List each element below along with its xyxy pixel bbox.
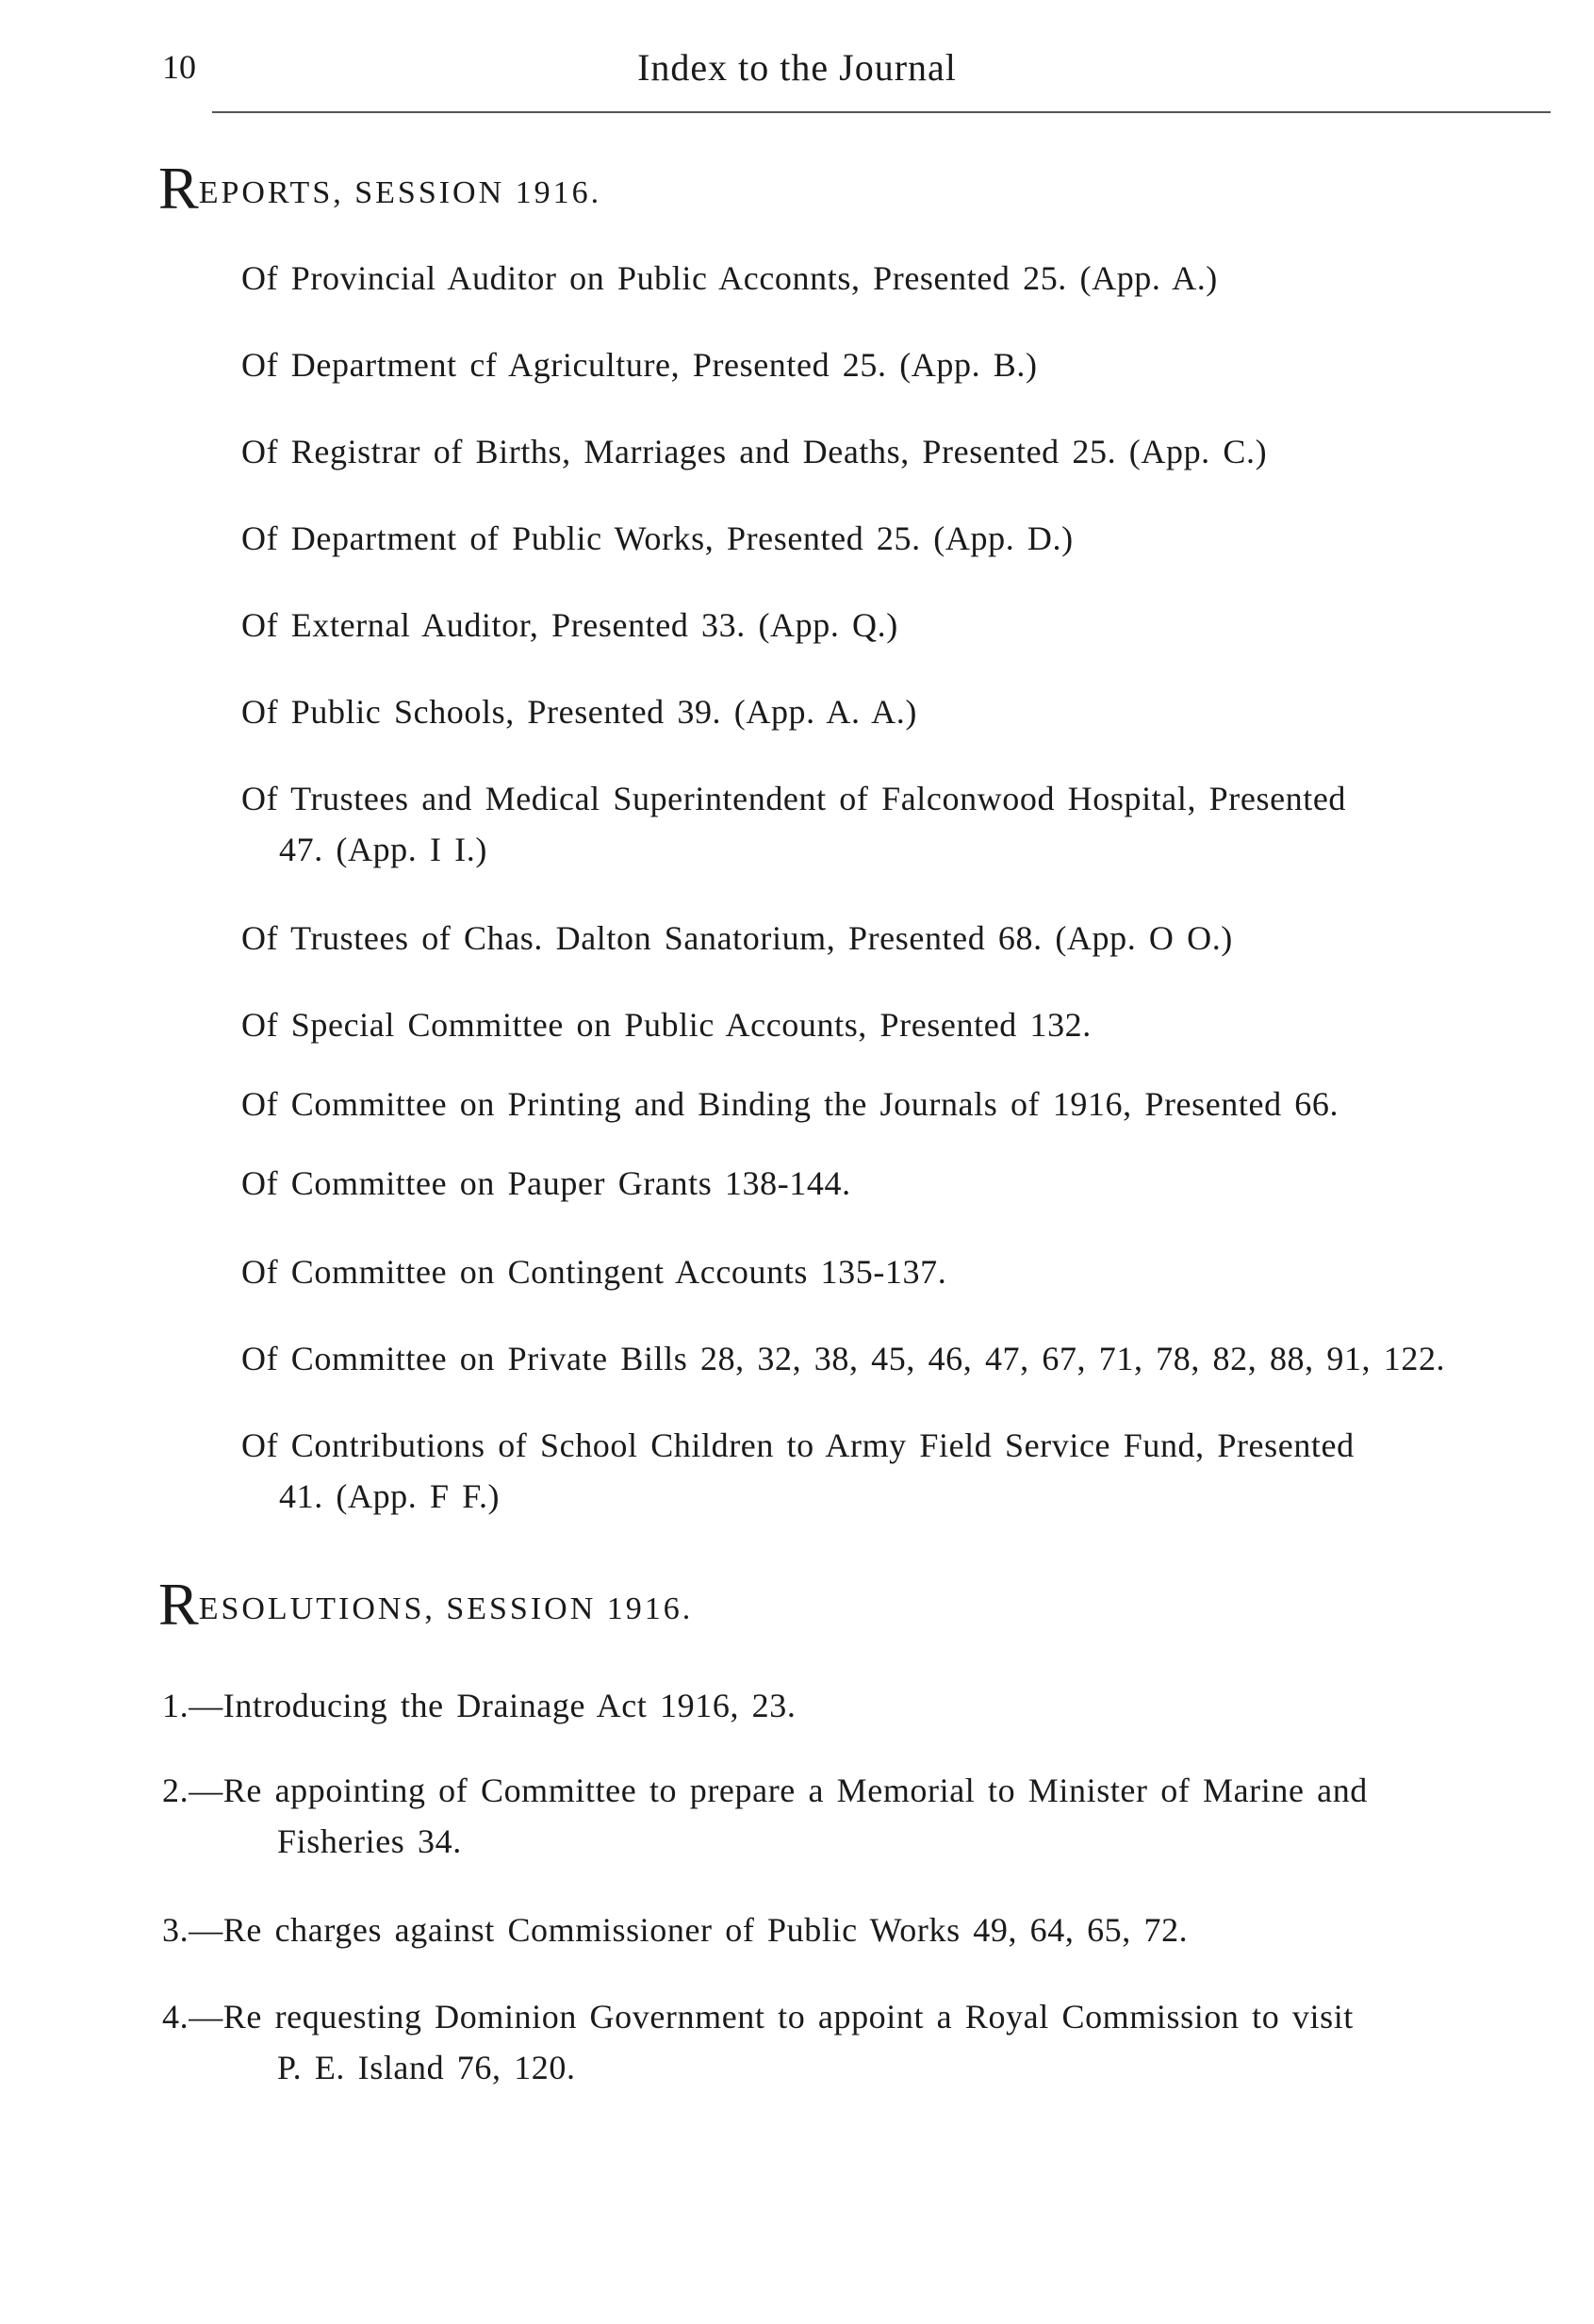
resolution-entry bbox=[162, 1904, 1576, 1955]
report-entry bbox=[241, 426, 1580, 477]
report-entry bbox=[241, 1333, 1580, 1384]
report-entry-text: Of Public Schools, Presented 39. (App. A. A.) bbox=[241, 693, 917, 731]
report-entry bbox=[241, 1420, 1580, 1522]
report-entry bbox=[241, 1158, 1580, 1209]
resolution-entry-text: 3.—Re charges against Commissioner of Public Works 49, 64, 65, 72. bbox=[162, 1911, 1189, 1949]
report-entry-text: Of Registrar of Births, Marriages and Deaths, Presented 25. (App. C.) bbox=[241, 433, 1268, 470]
report-entry bbox=[241, 1246, 1580, 1297]
resolution-entry bbox=[162, 1680, 1576, 1731]
running-title: Index to the Journal bbox=[637, 46, 957, 89]
report-entry bbox=[241, 253, 1580, 304]
resolution-entry bbox=[162, 1765, 1576, 1867]
resolution-entry-text: 1.—Introducing the Drainage Act 1916, 23. bbox=[162, 1687, 797, 1724]
reports-heading-text: EPORTS, SESSION 1916. bbox=[198, 175, 602, 210]
report-entry-text: Of External Auditor, Presented 33. (App. Q.) bbox=[241, 606, 898, 644]
resolution-entry-text: 2.—Re appointing of Committee to prepare a Memorial to Minister of Marine and bbox=[162, 1772, 1368, 1809]
report-entry-text: Of Department of Public Works, Presented 25. (App. D.) bbox=[241, 519, 1074, 557]
resolution-entry bbox=[162, 1991, 1576, 2093]
report-entry-text: Of Provincial Auditor on Public Acconnts, Presented 25. (App. A.) bbox=[241, 259, 1218, 297]
reports-heading bbox=[158, 155, 602, 222]
resolutions-heading-initial: R bbox=[158, 1571, 199, 1638]
report-entry bbox=[241, 999, 1580, 1050]
report-entry-text: Of Committee on Printing and Binding the Journals of 1916, Presented 66. bbox=[241, 1085, 1339, 1123]
report-entry bbox=[241, 339, 1580, 390]
report-entry-continuation: 47. (App. I I.) bbox=[279, 831, 487, 868]
report-entry bbox=[241, 773, 1580, 875]
report-entry bbox=[241, 686, 1580, 737]
report-entry bbox=[241, 513, 1580, 564]
page-number: 10 bbox=[162, 48, 196, 86]
report-entry-text: Of Department cf Agriculture, Presented 25. (App. B.) bbox=[241, 346, 1038, 384]
report-entry-continuation: 41. (App. F F.) bbox=[279, 1477, 501, 1515]
report-entry-text: Of Contributions of School Children to Army Field Service Fund, Presented bbox=[241, 1426, 1355, 1464]
report-entry-text: Of Trustees and Medical Superintendent of Falconwood Hospital, Presented bbox=[241, 780, 1347, 817]
resolutions-heading bbox=[158, 1571, 694, 1638]
report-entry-text: Of Special Committee on Public Accounts, Presented 132. bbox=[241, 1006, 1092, 1044]
report-entry bbox=[241, 913, 1580, 964]
report-entry-text: Of Committee on Contingent Accounts 135-137. bbox=[241, 1253, 947, 1291]
resolution-entry-text: 4.—Re requesting Dominion Government to appoint a Royal Commission to visit bbox=[162, 1998, 1354, 2036]
report-entry-text: Of Committee on Pauper Grants 138-144. bbox=[241, 1164, 851, 1202]
resolutions-heading-text: ESOLUTIONS, SESSION 1916. bbox=[198, 1591, 694, 1626]
resolution-entry-continuation: Fisheries 34. bbox=[277, 1822, 462, 1860]
resolution-entry-continuation: P. E. Island 76, 120. bbox=[277, 2049, 576, 2086]
report-entry-text: Of Trustees of Chas. Dalton Sanatorium, Presented 68. (App. O O.) bbox=[241, 919, 1233, 957]
report-entry bbox=[241, 1079, 1580, 1129]
report-entry-text: Of Committee on Private Bills 28, 32, 38, 45, 46, 47, 67, 71, 78, 82, 88, 91, 122. bbox=[241, 1340, 1446, 1377]
header-rule bbox=[212, 111, 1551, 113]
reports-heading-initial: R bbox=[158, 155, 199, 222]
report-entry bbox=[241, 600, 1580, 651]
